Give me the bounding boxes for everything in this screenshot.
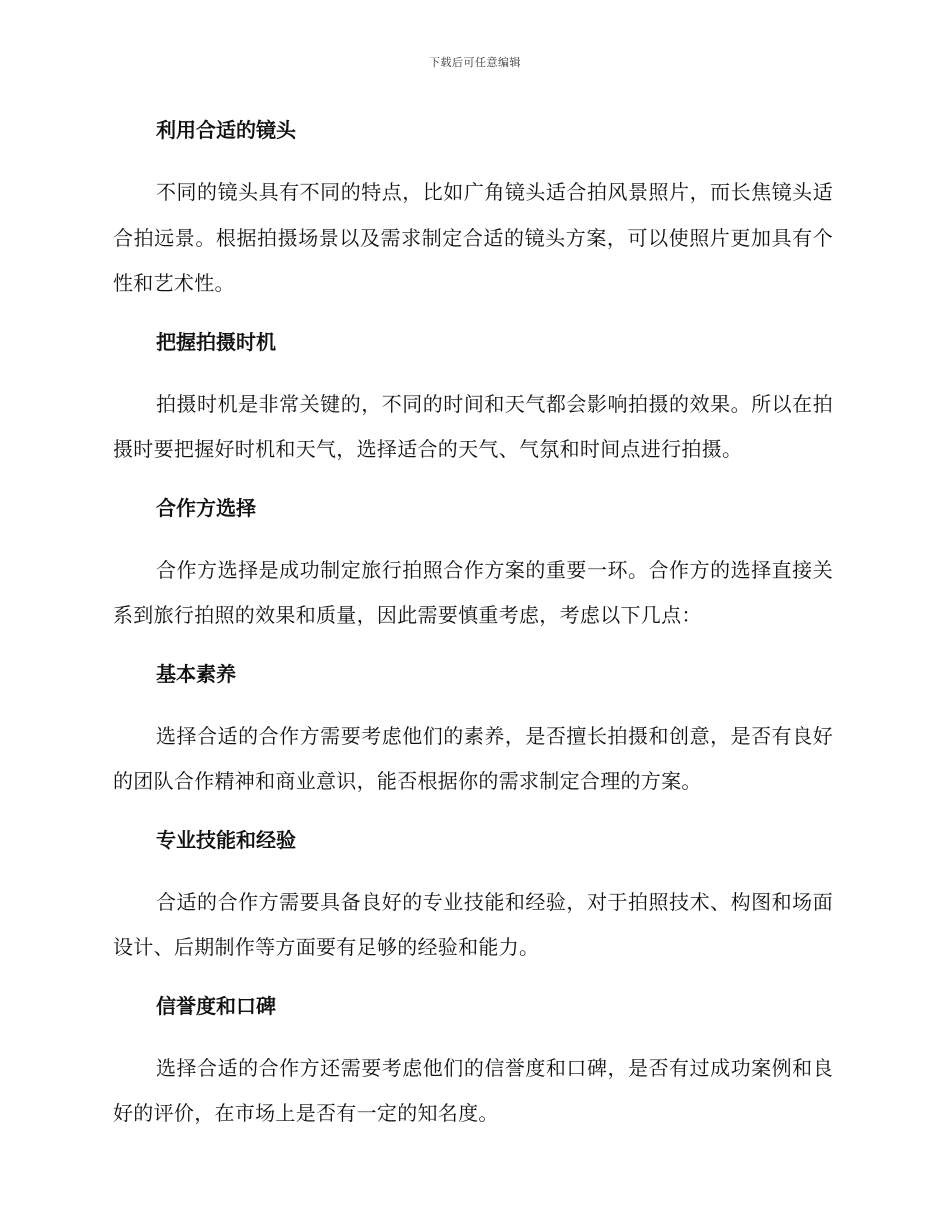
document-body — [113, 110, 833, 1152]
section-heading-reputation: 信誉度和口碑 — [156, 993, 276, 1018]
section-paragraph-timing: 拍摄时机是非常关键的，不同的时间和天气都会影响拍摄的效果。所以在拍摄时要把握好时机和天气，选择适合的天气、气氛和时间点进行拍摄。 — [113, 391, 833, 461]
section-heading-basic-quality: 基本素养 — [156, 661, 236, 686]
section-heading-lens: 利用合适的镜头 — [156, 118, 296, 142]
section-paragraph-reputation: 选择合适的合作方还需要考虑他们的信誉度和口碑，是否有过成功案例和良好的评价，在市场上是否有一定的知名度。 — [113, 1055, 833, 1125]
section-paragraph-partner-selection: 合作方选择是成功制定旅行拍照合作方案的重要一环。合作方的选择直接关系到旅行拍照的效果和质量，因此需要慎重考虑，考虑以下几点： — [113, 557, 833, 627]
section-heading-skills-experience: 专业技能和经验 — [156, 827, 296, 852]
section-paragraph-basic-quality: 选择合适的合作方需要考虑他们的素养，是否擅长拍摄和创意，是否有良好的团队合作精神和商业意识，能否根据你的需求制定合理的方案。 — [113, 723, 833, 793]
section-paragraph-lens: 不同的镜头具有不同的特点，比如广角镜头适合拍风景照片，而长焦镜头适合拍远景。根据拍摄场景以及需求制定合适的镜头方案，可以使照片更加具有个性和艺术性。 — [113, 180, 833, 295]
section-paragraph-skills-experience: 合适的合作方需要具备良好的专业技能和经验，对于拍照技术、构图和场面设计、后期制作等方面要有足够的经验和能力。 — [113, 889, 833, 959]
page-header: 下载后可任意编辑 — [429, 56, 521, 69]
section-heading-timing: 把握拍摄时机 — [156, 329, 276, 354]
section-heading-partner-selection: 合作方选择 — [156, 495, 256, 520]
